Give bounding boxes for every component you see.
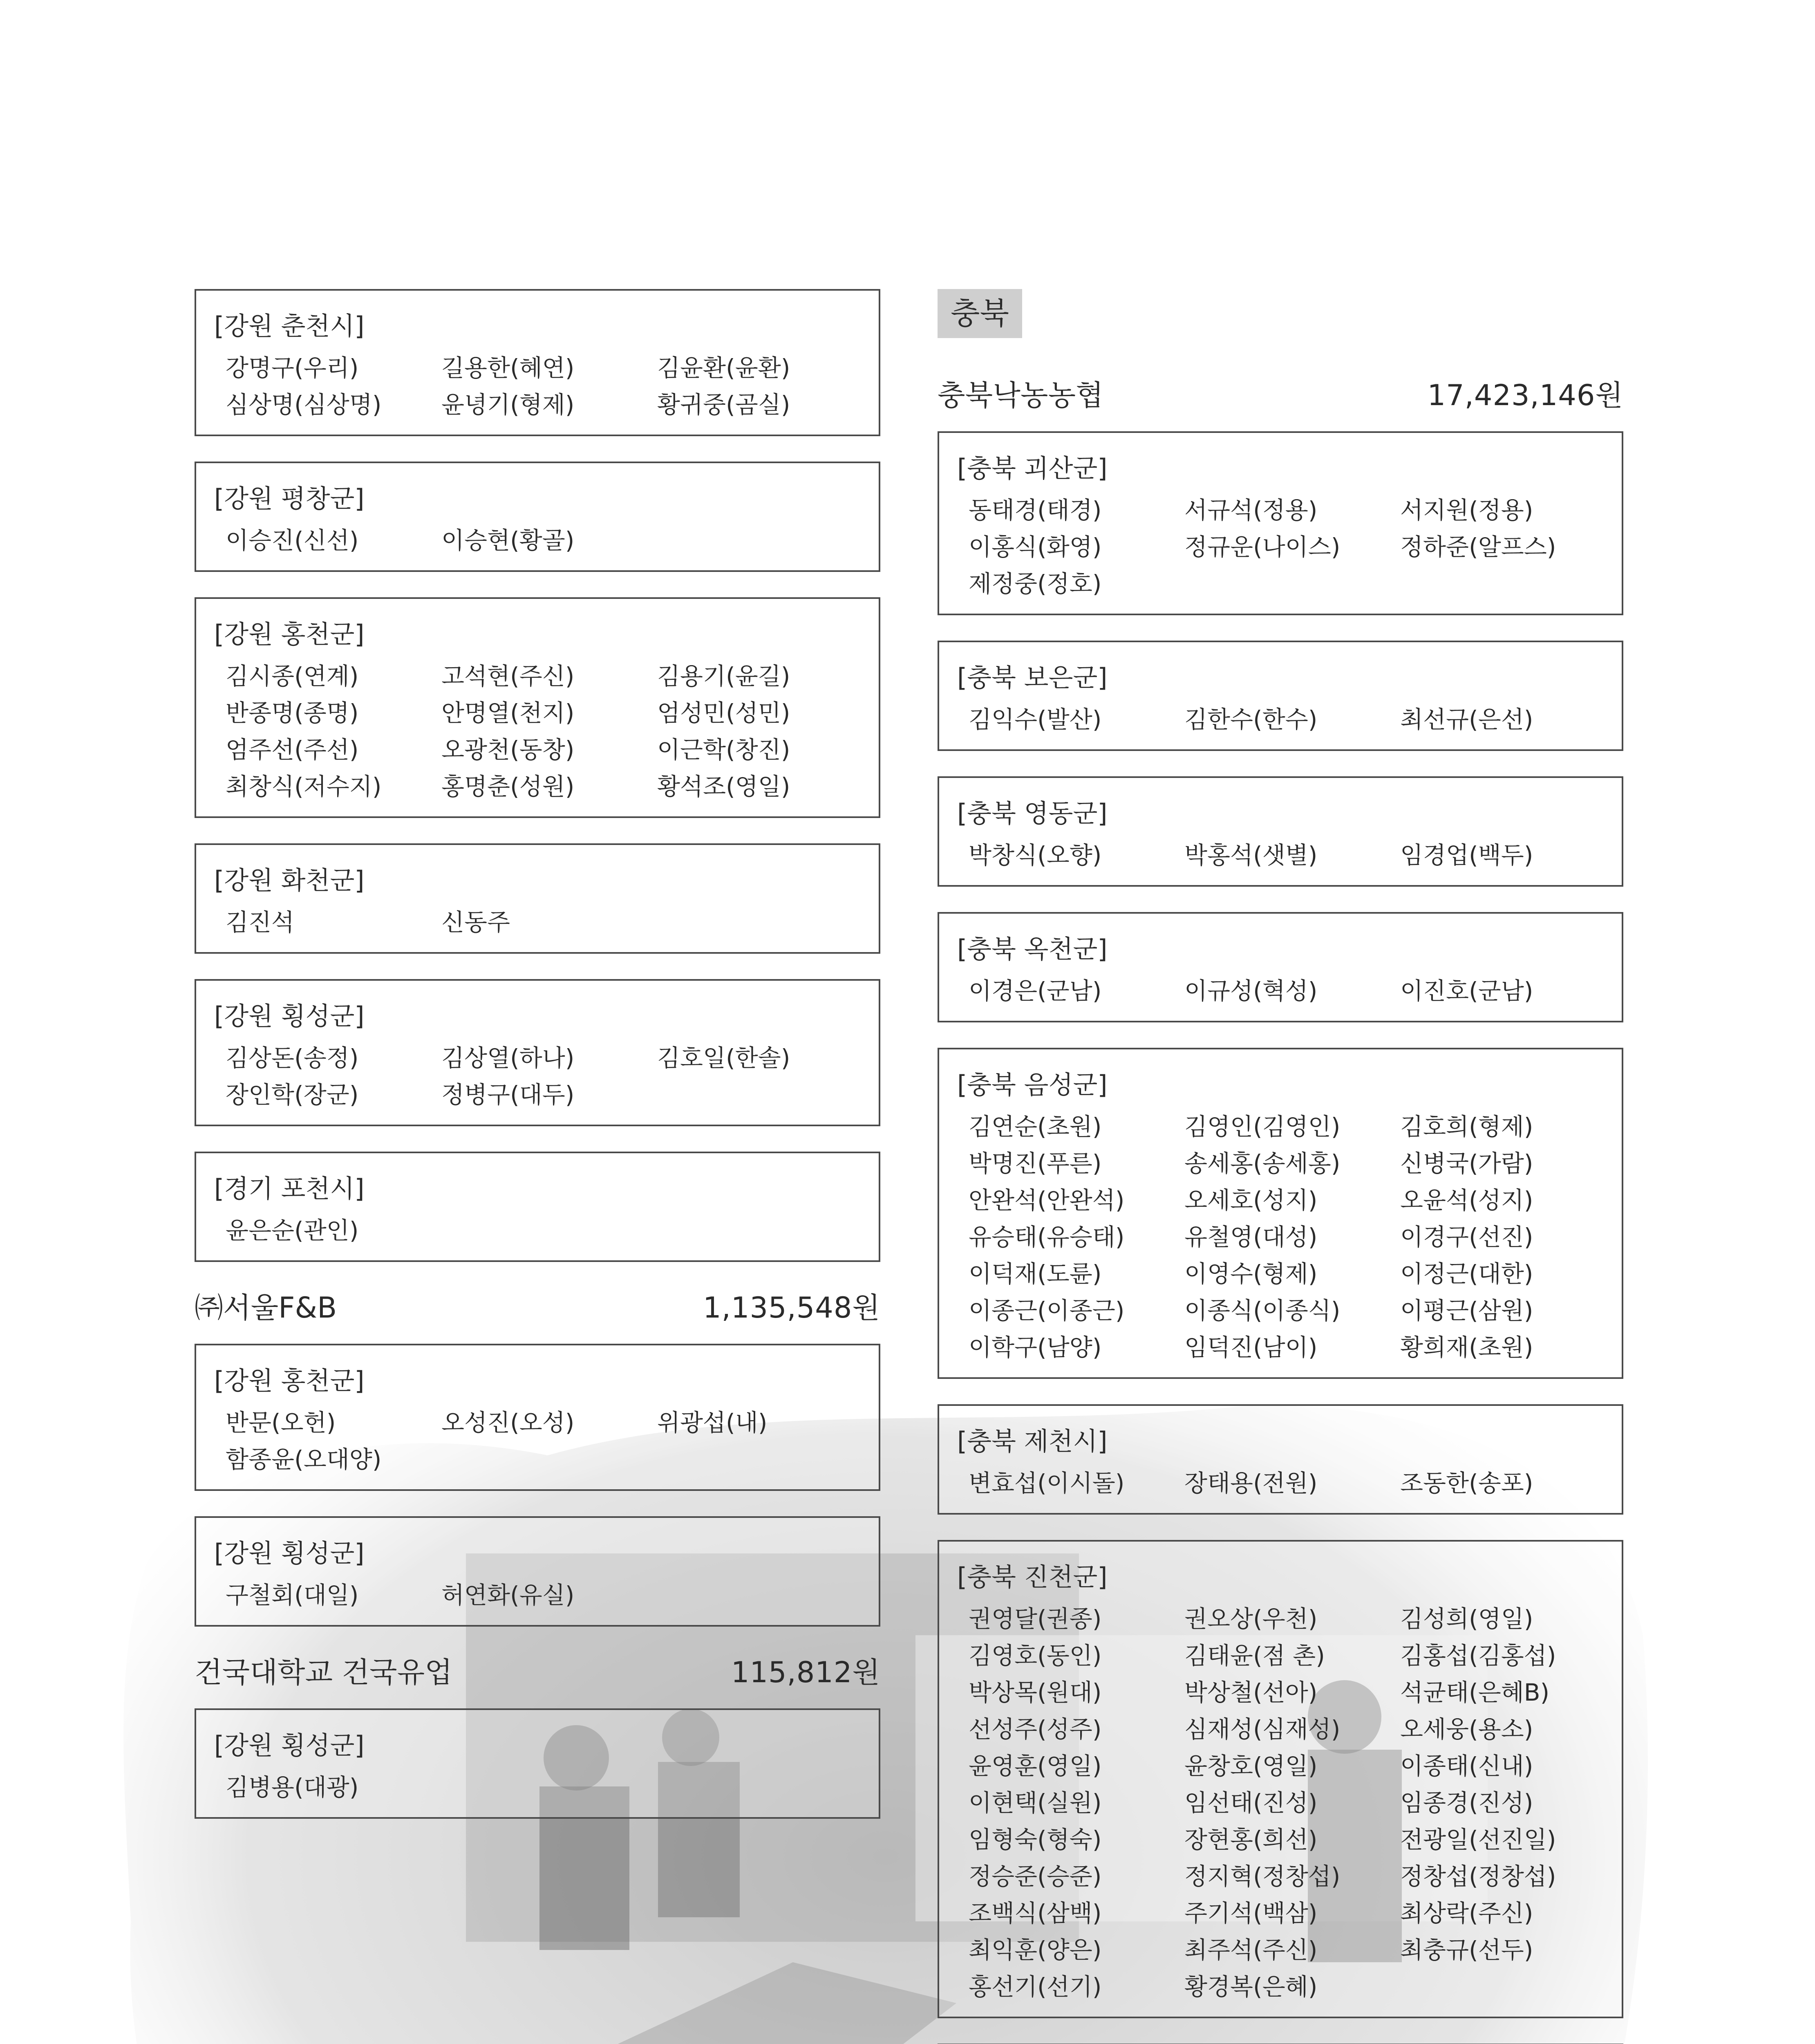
member-list: [957, 1465, 1607, 1502]
region-box: [938, 776, 1623, 887]
region-box: [195, 289, 880, 436]
org-name: 충북낙농농협: [938, 379, 1103, 412]
member-name: 유승태(유승태): [969, 1223, 1125, 1251]
member-list: [957, 701, 1607, 738]
region-label: [강원 횡성군]: [214, 1730, 365, 1760]
member-list: [957, 492, 1607, 602]
member-name: 김영인(김영인): [1184, 1113, 1341, 1141]
region-box: [195, 1152, 880, 1262]
member-name: 박상목(원대): [969, 1679, 1102, 1706]
org-name: ㈜서울F&B: [195, 1291, 337, 1325]
member-name: 엄주선(주선): [226, 736, 359, 764]
region-box: [195, 462, 880, 572]
member-list: [214, 1404, 864, 1478]
member-name: 이승현(황골): [441, 527, 575, 554]
member-name: 김병용(대광): [226, 1773, 359, 1801]
region-label: [강원 횡성군]: [214, 1001, 365, 1031]
member-name: 김시종(연계): [226, 662, 359, 690]
member-name: 조백식(삼백): [969, 1899, 1102, 1927]
member-name: 신동주: [441, 908, 510, 936]
member-name: 조동한(송포): [1400, 1469, 1533, 1497]
member-name: 안명열(천지): [441, 699, 575, 727]
member-name: 오광천(동창): [441, 736, 575, 764]
region-box: [938, 912, 1623, 1022]
member-name: 엄성민(성민): [657, 699, 790, 727]
member-name: 윤영훈(영일): [969, 1752, 1102, 1780]
region-box: [195, 1344, 880, 1491]
member-name: 임경업(백두): [1400, 841, 1533, 869]
member-name: 윤창호(영일): [1184, 1752, 1318, 1780]
region-box: [938, 641, 1623, 751]
region-box: [938, 431, 1623, 615]
member-name: 석균태(은혜B): [1400, 1679, 1550, 1706]
member-name: 박홍석(샛별): [1184, 841, 1318, 869]
member-name: 김연순(초원): [969, 1113, 1102, 1141]
member-name: 윤은순(관인): [226, 1217, 359, 1244]
member-name: 김용기(윤길): [657, 662, 790, 690]
member-list: [957, 973, 1607, 1009]
member-name: 김진석: [226, 908, 295, 936]
member-name: 오성진(오성): [441, 1409, 575, 1437]
member-list: [214, 658, 864, 805]
member-name: 김영호(동인): [969, 1642, 1102, 1670]
member-name: 황희재(초원): [1400, 1334, 1533, 1361]
member-name: 허연화(유실): [441, 1581, 575, 1609]
member-name: 이종태(신내): [1400, 1752, 1533, 1780]
member-name: 김상열(하나): [441, 1044, 575, 1072]
member-name: 이홍식(화영): [969, 533, 1102, 561]
member-name: 김태윤(점 촌): [1184, 1642, 1325, 1670]
member-name: 이덕재(도륜): [969, 1260, 1102, 1288]
member-name: 홍명춘(성원): [441, 773, 575, 800]
member-name: 오세호(성지): [1184, 1186, 1318, 1214]
member-name: 최익훈(양은): [969, 1936, 1102, 1964]
member-list: [957, 1108, 1607, 1366]
region-label: [충북 괴산군]: [957, 453, 1108, 483]
region-label: [충북 옥천군]: [957, 934, 1108, 964]
member-name: 이경은(군남): [969, 977, 1102, 1005]
member-name: 이정근(대한): [1400, 1260, 1533, 1288]
member-list: [214, 350, 864, 423]
member-name: 제정중(정호): [969, 570, 1102, 598]
region-label: [충북 진천군]: [957, 1562, 1108, 1592]
org-amount: 115,812원: [731, 1656, 880, 1689]
member-name: 이규성(혁성): [1184, 977, 1318, 1005]
member-name: 전광일(선진일): [1400, 1826, 1556, 1853]
region-label: [강원 춘천시]: [214, 311, 365, 341]
member-name: 김호일(한솔): [657, 1044, 790, 1072]
member-name: 김익수(발산): [969, 706, 1102, 733]
member-name: 이평근(삼원): [1400, 1297, 1533, 1325]
member-name: 황귀중(곰실): [657, 391, 790, 419]
region-label: [강원 홍천군]: [214, 619, 365, 649]
member-name: 변효섭(이시돌): [969, 1469, 1125, 1497]
member-name: 주기석(백삼): [1184, 1899, 1318, 1927]
member-name: 이종식(이종식): [1184, 1297, 1341, 1325]
member-name: 임덕진(남이): [1184, 1334, 1318, 1361]
member-list: [214, 1769, 864, 1806]
region-label: [경기 포천시]: [214, 1174, 365, 1204]
member-name: 이승진(신선): [226, 527, 359, 554]
region-box: [938, 1404, 1623, 1515]
member-name: 김한수(한수): [1184, 706, 1318, 733]
member-name: 반문(오헌): [226, 1409, 336, 1437]
right-group-1: [938, 431, 1623, 2044]
member-name: 정하준(알프스): [1400, 533, 1556, 561]
member-name: 장현홍(희선): [1184, 1826, 1318, 1853]
region-box: [195, 1516, 880, 1627]
member-list: [214, 1212, 864, 1249]
member-name: 김윤환(윤환): [657, 354, 790, 382]
member-list: [957, 837, 1607, 874]
region-box: [195, 1708, 880, 1819]
org-header: [195, 1652, 880, 1693]
member-name: 장인학(장군): [226, 1081, 359, 1109]
org-header: [195, 1287, 880, 1328]
member-name: 권영달(권종): [969, 1605, 1102, 1633]
member-name: 강명구(우리): [226, 354, 359, 382]
left-group-2: [195, 1344, 880, 1627]
region-label: [충북 음성군]: [957, 1070, 1108, 1100]
left-group-1: [195, 289, 880, 1262]
member-name: 최창식(저수지): [226, 773, 382, 800]
member-list: [214, 904, 864, 941]
left-group-3: [195, 1708, 880, 1819]
member-name: 이종근(이종근): [969, 1297, 1125, 1325]
member-name: 임종경(진성): [1400, 1789, 1533, 1817]
member-name: 임선태(진성): [1184, 1789, 1318, 1817]
member-name: 최상락(주신): [1400, 1899, 1533, 1927]
member-name: 고석현(주신): [441, 662, 575, 690]
region-label: [강원 홍천군]: [214, 1366, 365, 1396]
org-amount: 1,135,548원: [703, 1291, 880, 1325]
member-name: 오윤석(성지): [1400, 1186, 1533, 1214]
region-box: [938, 1540, 1623, 2018]
member-name: 함종윤(오대양): [226, 1446, 382, 1473]
member-name: 신병국(가람): [1400, 1150, 1533, 1177]
region-label: [충북 보은군]: [957, 663, 1108, 693]
member-name: 정규운(나이스): [1184, 533, 1341, 561]
member-name: 최주석(주신): [1184, 1936, 1318, 1964]
member-name: 이진호(군남): [1400, 977, 1533, 1005]
member-name: 오세웅(용소): [1400, 1715, 1533, 1743]
member-name: 반종명(종명): [226, 699, 359, 727]
member-name: 김상돈(송정): [226, 1044, 359, 1072]
section-title: 충북: [938, 289, 1022, 338]
member-name: 위광섭(내): [657, 1409, 768, 1437]
member-name: 이학구(남양): [969, 1334, 1102, 1361]
member-name: 김호희(형제): [1400, 1113, 1533, 1141]
member-name: 정지혁(정창섭): [1184, 1862, 1341, 1890]
region-label: [충북 제천시]: [957, 1426, 1108, 1456]
region-box: [195, 843, 880, 954]
member-name: 박상철(선아): [1184, 1679, 1318, 1706]
member-name: 황경복(은혜): [1184, 1973, 1318, 2001]
region-label: [강원 화천군]: [214, 865, 365, 895]
member-name: 임형숙(형숙): [969, 1826, 1102, 1853]
region-box: [938, 1048, 1623, 1379]
member-name: 장태용(전원): [1184, 1469, 1318, 1497]
member-list: [214, 522, 864, 559]
left-column: [195, 289, 880, 1844]
member-list: [957, 1600, 1607, 2005]
member-name: 이경구(선진): [1400, 1223, 1533, 1251]
member-name: 이근학(창진): [657, 736, 790, 764]
org-name: 건국대학교 건국유업: [195, 1656, 452, 1689]
org-header: [938, 375, 1623, 416]
org-amount: 17,423,146원: [1427, 379, 1623, 412]
member-name: 박창식(오향): [969, 841, 1102, 869]
member-name: 정승준(승준): [969, 1862, 1102, 1890]
member-name: 유철영(대성): [1184, 1223, 1318, 1251]
member-name: 길용한(혜연): [441, 354, 575, 382]
member-name: 박명진(푸른): [969, 1150, 1102, 1177]
region-box: [195, 597, 880, 818]
member-name: 심상명(심상명): [226, 391, 382, 419]
member-name: 김성희(영일): [1400, 1605, 1533, 1633]
member-name: 동태경(태경): [969, 496, 1102, 524]
member-name: 정창섭(정창섭): [1400, 1862, 1556, 1890]
region-label: [강원 평창군]: [214, 484, 365, 513]
member-name: 홍선기(선기): [969, 1973, 1102, 2001]
right-column: [938, 289, 1623, 2044]
member-name: 선성주(성주): [969, 1715, 1102, 1743]
member-name: 정병구(대두): [441, 1081, 575, 1109]
region-label: [강원 횡성군]: [214, 1538, 365, 1568]
member-name: 송세홍(송세홍): [1184, 1150, 1341, 1177]
member-name: 권오상(우천): [1184, 1605, 1318, 1633]
member-list: [214, 1040, 864, 1113]
region-box: [195, 979, 880, 1126]
member-list: [214, 1577, 864, 1614]
member-name: 황석조(영일): [657, 773, 790, 800]
member-name: 서지원(정용): [1400, 496, 1533, 524]
region-label: [충북 영동군]: [957, 798, 1108, 828]
member-name: 안완석(안완석): [969, 1186, 1125, 1214]
member-name: 김홍섭(김홍섭): [1400, 1642, 1556, 1670]
member-name: 최선규(은선): [1400, 706, 1533, 733]
member-name: 이현택(실원): [969, 1789, 1102, 1817]
member-name: 심재성(심재성): [1184, 1715, 1341, 1743]
member-name: 윤녕기(형제): [441, 391, 575, 419]
member-name: 이영수(형제): [1184, 1260, 1318, 1288]
member-name: 최충규(선두): [1400, 1936, 1533, 1964]
member-name: 서규석(정용): [1184, 496, 1318, 524]
member-name: 구철회(대일): [226, 1581, 359, 1609]
